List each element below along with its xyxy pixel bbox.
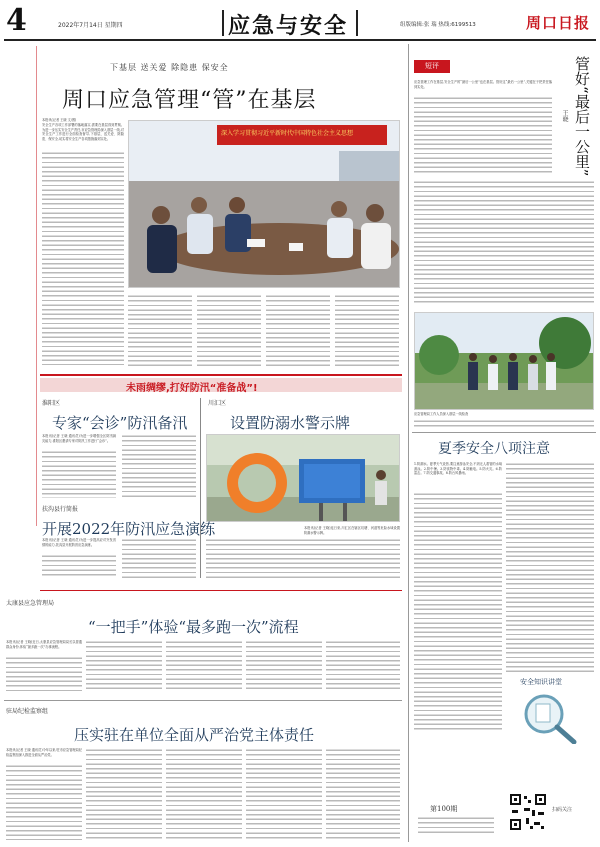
lead-body-column-3 xyxy=(197,294,261,366)
article-c-body: 本报讯(记者 王晓 通讯员)为进一步提高应对突发汛情的能力,扶沟县开展防汛应急演练。 xyxy=(42,538,116,547)
article-a-title: 专家“会诊”防汛备汛 xyxy=(52,414,188,432)
commentary-tag xyxy=(414,60,450,73)
warning-sign-image xyxy=(207,435,400,522)
service-filler-2 xyxy=(86,640,162,692)
left-margin-rule xyxy=(36,46,37,526)
commentary-filler-2 xyxy=(414,180,594,304)
knowledge-label: 安全知识讲堂 xyxy=(520,678,562,686)
party-filler-5 xyxy=(326,748,400,840)
article-b-body: 本报讯(记者 王晓)连日来,川汇区在辖区坑塘、河道等危险水域设置防溺水警示牌。 xyxy=(304,526,400,535)
article-a-filler-2 xyxy=(122,434,196,498)
lead-photo-image xyxy=(129,121,400,288)
article-c-filler-1 xyxy=(42,554,116,578)
flood-banner xyxy=(40,378,402,392)
flood-block xyxy=(40,378,402,588)
warning-sign-photo xyxy=(206,434,400,522)
section-title: 应急与安全 xyxy=(228,13,349,39)
page-number: 4 xyxy=(6,3,27,38)
flood-banner-text: 未雨绸缪,打好防汛“准备战”! xyxy=(126,383,258,394)
right-photo-caption-filler xyxy=(414,419,594,429)
article-a-body: 本报讯(记者 王晓 通讯员)为进一步增强全区防汛减灾能力,淮阳区邀请专家对防汛工作进行“会诊”。 xyxy=(42,434,116,443)
page-header xyxy=(0,0,600,42)
article-b-title: 设置防溺水警示牌 xyxy=(230,414,351,432)
service-body: 本报讯(记者 王晓)近日,太康县应急管理局局长以普通群众身份,体验“最多跑一次”办事流程。 xyxy=(6,640,82,649)
party-filler-4 xyxy=(246,748,322,840)
summer-top-rule xyxy=(412,432,596,433)
flood-bottom-rule xyxy=(40,590,402,591)
summer-title: 夏季安全八项注意 xyxy=(438,441,550,457)
flood-column-divider xyxy=(200,398,201,578)
county-label-a: 淮阳区 xyxy=(42,400,61,407)
header-rule xyxy=(4,39,596,41)
party-article xyxy=(4,704,402,842)
service-kicker: 太康县应急管理局 xyxy=(6,600,55,607)
summer-safety xyxy=(412,436,596,842)
commentary-tag-text: 短评 xyxy=(425,62,439,70)
editor-info: 组版编辑:张 瑞 热线:6199513 xyxy=(400,22,476,28)
issue-number: 第100期 xyxy=(430,805,458,813)
summer-filler-1 xyxy=(414,492,502,732)
lead-body-column-1 xyxy=(42,118,124,366)
lead-headline: 周口应急管理“管”在基层 xyxy=(62,88,317,113)
magnifier-icon xyxy=(520,690,580,744)
lead-bottom-rule xyxy=(40,374,402,376)
commentary xyxy=(412,46,596,308)
party-kicker: 驻局纪检监察组 xyxy=(6,708,49,715)
article-c-title: 开展2022年防汛应急演练 xyxy=(42,520,216,538)
article-a-filler-1 xyxy=(42,450,116,498)
lead-byline: 本报讯(记者 王晓 文/图) xyxy=(42,118,77,122)
lead-body-filler xyxy=(42,151,124,365)
lead-body-column-5 xyxy=(335,294,399,366)
section-divider-left xyxy=(222,10,224,36)
lead-body: 安全生产各项工作部署的落地落实,需要在基层得到贯彻。为进一步压实安全生产责任,市应急管理局深入基层一线,对安全生产工作进行全面检查督导,下基层、送关爱、除隐患、保安全,切实将安全生产各项措施落到实处。 xyxy=(42,123,124,141)
qr-code-icon xyxy=(508,792,548,832)
service-filler-1 xyxy=(6,656,82,692)
lead-body-column-2 xyxy=(128,294,192,366)
lead-kicker: 下基层 送关爱 除隐患 保安全 xyxy=(110,63,229,72)
credits-filler xyxy=(418,816,494,836)
photo-banner-text: 深入学习贯彻习近平新时代中国特色社会主义思想 xyxy=(221,130,354,137)
party-headline: 压实驻在单位全面从严治党主体责任 xyxy=(74,726,315,744)
commentary-title: 管好“最后一公里” xyxy=(573,56,591,177)
service-filler-3 xyxy=(166,640,242,692)
inspection-photo xyxy=(414,312,594,410)
service-headline: “一把手”体验“最多跑一次”流程 xyxy=(88,618,299,636)
issue-date: 2022年7月14日 星期四 xyxy=(58,22,123,29)
summer-filler-2 xyxy=(506,462,594,672)
commentary-body: 应急管理工作在基层,安全生产的“最后一公里”也在基层。管好这“最后一公里”,关键在于把责任落到实处。 xyxy=(414,80,552,89)
article-b-filler xyxy=(206,538,400,578)
service-article xyxy=(4,596,402,696)
service-filler-5 xyxy=(326,640,400,692)
qr-caption: 扫码关注 xyxy=(552,807,573,813)
section-divider-right xyxy=(356,10,358,36)
inspection-image xyxy=(415,313,594,410)
service-filler-4 xyxy=(246,640,322,692)
county-label-c: 扶沟县行简报 xyxy=(42,506,79,513)
commentary-author: 王晓 xyxy=(561,110,568,122)
knowledge-sidebar xyxy=(506,676,594,748)
party-filler-1 xyxy=(6,764,82,840)
lead-story xyxy=(40,50,402,380)
summer-body: 1.防溺水。夏季天气炎热,要注意游泳安全,不到无人看管的水域游泳。2.防中暑。3.防食物中毒。4.防触电。5.防火灾。6.防雷击。7.防交通事故。8.防台风暴雨。 xyxy=(414,462,502,476)
right-photo-caption: 应急管理局工作人员深入基层一线检查 xyxy=(414,412,469,416)
party-filler-3 xyxy=(166,748,242,840)
lead-body-column-4 xyxy=(266,294,330,366)
party-filler-2 xyxy=(86,748,162,840)
commentary-filler-1 xyxy=(414,96,552,176)
service-bottom-rule xyxy=(4,700,402,701)
article-c-filler-2 xyxy=(122,538,196,578)
party-body: 本报讯(记者 王晓 通讯员)今年以来,驻市应急管理局纪检监察组深入推进全面从严治党。 xyxy=(6,748,82,757)
lead-photo xyxy=(128,120,400,288)
county-label-b: 川汇区 xyxy=(208,400,227,407)
paper-name: 周口日报 xyxy=(526,14,591,32)
right-column-divider xyxy=(408,44,409,842)
